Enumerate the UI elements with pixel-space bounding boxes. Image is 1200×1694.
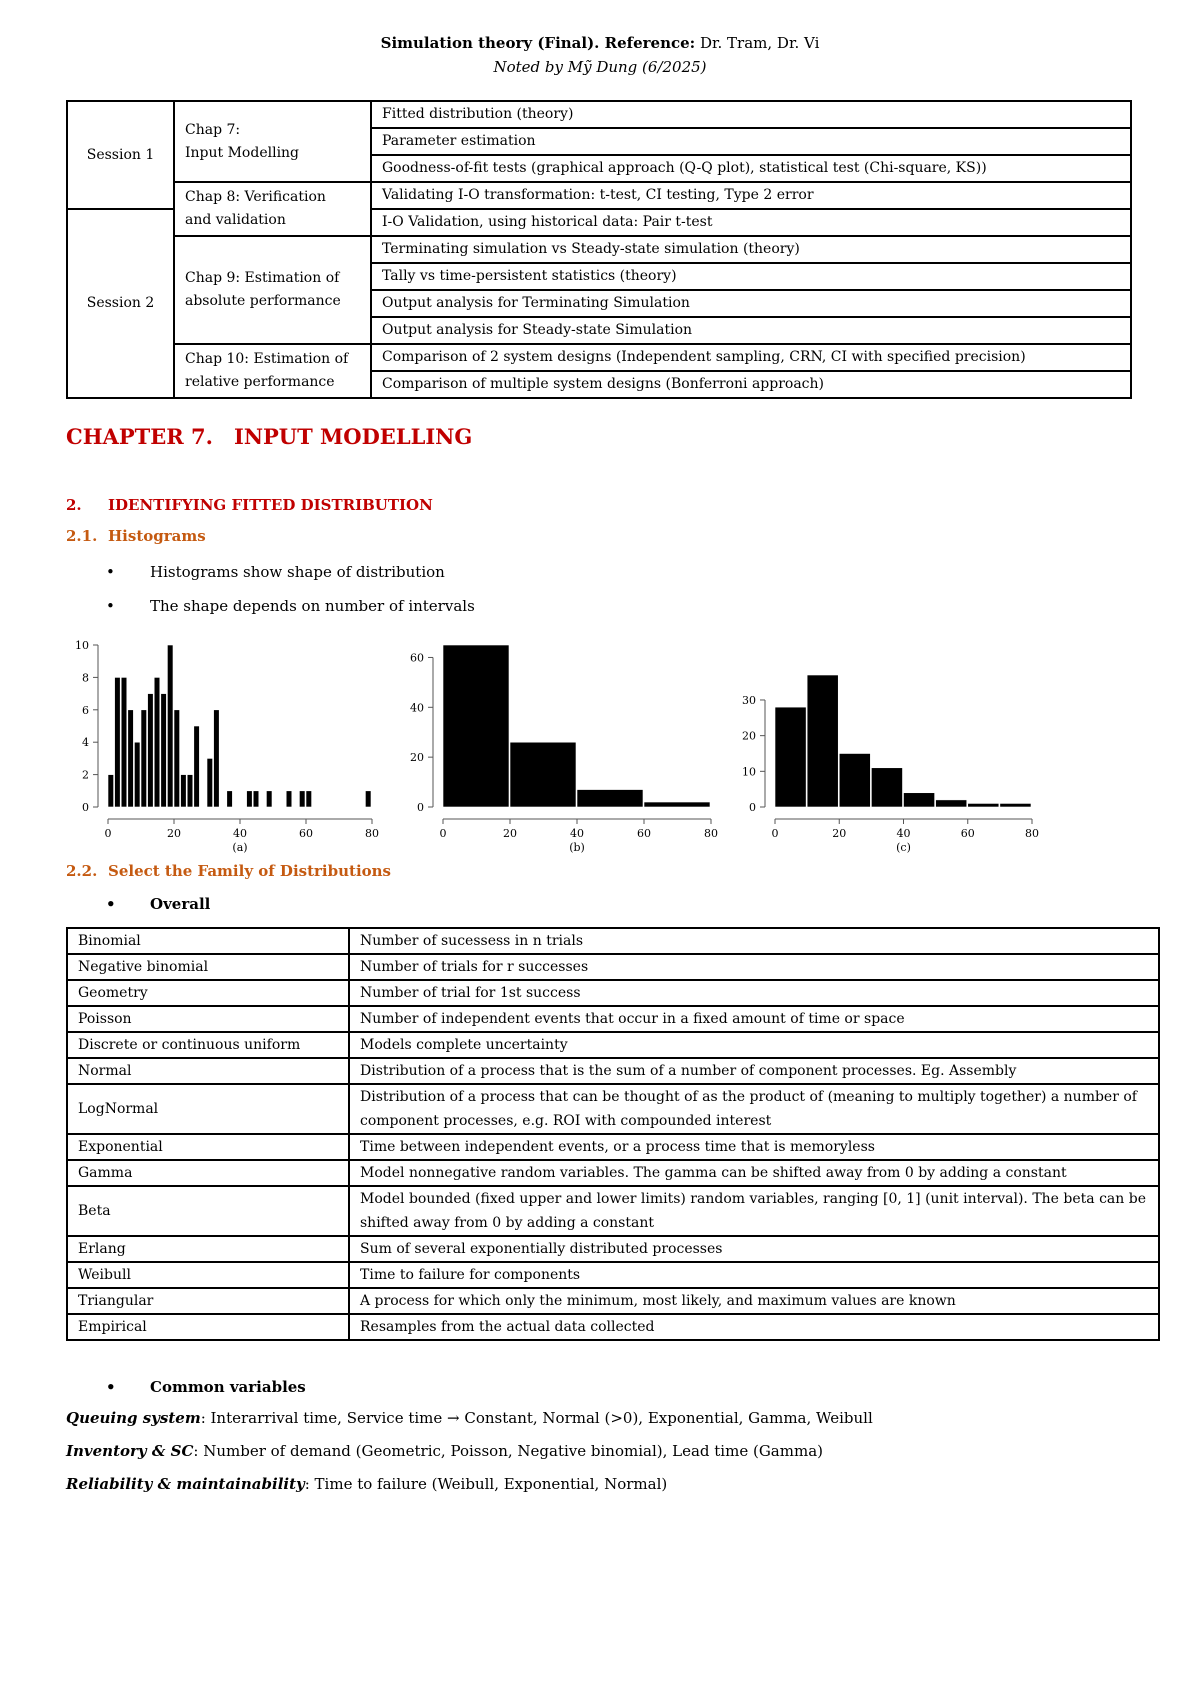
histogram-bar <box>148 694 154 807</box>
family-name: Negative binomial <box>67 954 349 980</box>
family-name: Discrete or continuous uniform <box>67 1032 349 1058</box>
histogram-bar <box>194 726 200 807</box>
x-tick-label: 80 <box>1025 827 1039 840</box>
family-name: Beta <box>67 1186 349 1236</box>
family-name: Geometry <box>67 980 349 1006</box>
y-tick-label: 40 <box>410 701 424 715</box>
session-cell: Session 1 <box>67 101 174 209</box>
y-tick-label: 60 <box>410 651 424 665</box>
topic-cell: Tally vs time-persistent statistics (theory) <box>371 263 1131 290</box>
family-description: Number of trial for 1st success <box>349 980 1159 1006</box>
histogram-bar <box>141 710 147 807</box>
histogram-bar <box>286 791 292 807</box>
topic-cell: Parameter estimation <box>371 128 1131 155</box>
x-tick-label: 40 <box>233 827 247 840</box>
y-tick-label: 20 <box>742 729 756 743</box>
family-name: Gamma <box>67 1160 349 1186</box>
family-row <box>67 1006 1159 1032</box>
histogram-bar <box>968 803 999 807</box>
histogram-bar <box>187 775 193 807</box>
histogram-bar <box>936 800 967 807</box>
family-row <box>67 1058 1159 1084</box>
histogram-bar <box>266 791 272 807</box>
topic-cell: Comparison of 2 system designs (Independent sampling, CRN, CI with specified precision) <box>371 344 1131 371</box>
histogram-a <box>60 635 390 855</box>
histogram-bar <box>227 791 233 807</box>
x-tick-label: 0 <box>771 827 779 840</box>
section-heading: 2. IDENTIFYING FITTED DISTRIBUTION <box>66 496 433 514</box>
family-description: Models complete uncertainty <box>349 1032 1159 1058</box>
topic-cell: Output analysis for Terminating Simulation <box>371 290 1131 317</box>
chapter-cell: Chap 9: Estimation of absolute performance <box>174 236 371 344</box>
topic-cell: Goodness-of-fit tests (graphical approach (Q-Q plot), statistical test (Chi-square, KS)) <box>371 155 1131 182</box>
y-tick-label: 10 <box>742 765 756 779</box>
x-tick-label: 80 <box>365 827 379 840</box>
sessions-table <box>66 100 1132 399</box>
bullet-item: • Common variables <box>106 1378 306 1396</box>
chapter-heading: CHAPTER 7. INPUT MODELLING <box>66 424 473 449</box>
histogram-bar <box>161 694 167 807</box>
family-row <box>67 1134 1159 1160</box>
topic-cell: Terminating simulation vs Steady-state simulation (theory) <box>371 236 1131 263</box>
y-tick-label: 2 <box>82 768 89 782</box>
histogram-bar <box>299 791 305 807</box>
family-name: Normal <box>67 1058 349 1084</box>
histogram-bar <box>871 768 902 807</box>
family-description: A process for which only the minimum, most likely, and maximum values are known <box>349 1288 1159 1314</box>
histogram-bar <box>181 775 187 807</box>
family-row <box>67 1160 1159 1186</box>
histogram-bar <box>174 710 180 807</box>
histogram-bar <box>365 791 371 807</box>
histogram-bar <box>775 707 806 807</box>
common-line: Reliability & maintainability: Time to failure (Weibull, Exponential, Normal) <box>66 1475 668 1493</box>
histogram-bar <box>154 677 160 807</box>
family-description: Resamples from the actual data collected <box>349 1314 1159 1340</box>
family-row <box>67 1032 1159 1058</box>
y-tick-label: 0 <box>749 801 756 814</box>
x-tick-label: 60 <box>960 827 975 840</box>
family-row <box>67 1186 1159 1236</box>
families-table <box>66 927 1160 1341</box>
x-tick-label: 40 <box>570 827 584 840</box>
histogram-bar <box>128 710 134 807</box>
histogram-bar <box>134 742 140 807</box>
x-tick-label: 60 <box>299 827 313 840</box>
y-tick-label: 0 <box>82 801 89 814</box>
subsection-heading: 2.2. Select the Family of Distributions <box>66 862 391 880</box>
y-tick-label: 8 <box>82 671 89 685</box>
histogram-bar <box>510 742 576 807</box>
y-tick-label: 6 <box>82 703 89 717</box>
family-name: Exponential <box>67 1134 349 1160</box>
family-name: Weibull <box>67 1262 349 1288</box>
family-description: Model nonnegative random variables. The gamma can be shifted away from 0 by adding a constant <box>349 1160 1159 1186</box>
family-description: Sum of several exponentially distributed processes <box>349 1236 1159 1262</box>
histogram-bar <box>253 791 259 807</box>
topic-cell: I-O Validation, using historical data: Pair t-test <box>371 209 1131 236</box>
histogram-bar <box>115 677 121 807</box>
family-row <box>67 1236 1159 1262</box>
x-tick-label: 20 <box>503 827 517 840</box>
chapter-cell: Chap 8: Verification and validation <box>174 182 371 236</box>
histogram-c <box>740 635 1060 855</box>
histogram-bar <box>121 677 127 807</box>
y-tick-label: 30 <box>742 693 756 707</box>
chart-caption: (c) <box>896 841 911 854</box>
histogram-bar <box>214 710 220 807</box>
family-name: Poisson <box>67 1006 349 1032</box>
y-tick-label: 0 <box>417 801 424 814</box>
family-description: Distribution of a process that is the sum of a number of component processes. Eg. Assembly <box>349 1058 1159 1084</box>
histogram-bar <box>306 791 312 807</box>
x-tick-label: 0 <box>104 827 112 840</box>
family-description: Number of sucessess in n trials <box>349 928 1159 954</box>
family-name: Empirical <box>67 1314 349 1340</box>
family-row <box>67 1084 1159 1134</box>
topic-cell: Validating I-O transformation: t-test, CI testing, Type 2 error <box>371 182 1131 209</box>
family-description: Model bounded (fixed upper and lower limits) random variables, ranging [0, 1] (unit interval). The beta can be shifted away from 0 by adding a constant <box>349 1186 1159 1236</box>
histogram-bar <box>577 790 643 807</box>
page-subtitle: Noted by Mỹ Dung (6/2025) <box>493 58 707 76</box>
chart-caption: (b) <box>569 841 585 854</box>
histogram-bar <box>644 802 710 807</box>
histogram-bar <box>839 753 870 807</box>
family-description: Time between independent events, or a process time that is memoryless <box>349 1134 1159 1160</box>
common-line: Inventory & SC: Number of demand (Geometric, Poisson, Negative binomial), Lead time (Gamma) <box>66 1442 823 1460</box>
family-row <box>67 928 1159 954</box>
topic-cell: Output analysis for Steady-state Simulation <box>371 317 1131 344</box>
histogram-bar <box>167 645 173 807</box>
histogram-bar <box>904 793 935 807</box>
chapter-cell: Chap 10: Estimation of relative performance <box>174 344 371 398</box>
family-name: LogNormal <box>67 1084 349 1134</box>
session-cell: Session 2 <box>67 209 174 398</box>
bullet-item: • The shape depends on number of intervals <box>106 597 475 615</box>
x-tick-label: 20 <box>167 827 181 840</box>
histogram-bar <box>1000 803 1031 807</box>
histogram-bar <box>443 645 509 807</box>
histogram-bar <box>207 758 213 807</box>
family-row <box>67 954 1159 980</box>
y-tick-label: 10 <box>75 639 89 652</box>
x-tick-label: 80 <box>704 827 718 840</box>
y-tick-label: 4 <box>82 736 89 750</box>
family-row <box>67 1288 1159 1314</box>
family-description: Number of trials for r successes <box>349 954 1159 980</box>
family-name: Erlang <box>67 1236 349 1262</box>
x-tick-label: 20 <box>832 827 847 840</box>
y-tick-label: 20 <box>410 751 424 765</box>
chart-caption: (a) <box>232 841 248 854</box>
topic-cell: Comparison of multiple system designs (Bonferroni approach) <box>371 371 1131 398</box>
common-line: Queuing system: Interarrival time, Service time → Constant, Normal (>0), Exponential, Gamma, Weibull <box>66 1409 873 1427</box>
bullet-item: • Histograms show shape of distribution <box>106 563 445 581</box>
x-tick-label: 60 <box>637 827 651 840</box>
chapter-cell: Chap 7: Input Modelling <box>174 101 371 182</box>
family-name: Binomial <box>67 928 349 954</box>
family-description: Distribution of a process that can be thought of as the product of (meaning to multiply together) a number of component processes, e.g. ROI with compounded interest <box>349 1084 1159 1134</box>
subsection-heading: 2.1. Histograms <box>66 527 206 545</box>
topic-cell: Fitted distribution (theory) <box>371 101 1131 128</box>
bullet-item: • Overall <box>106 895 211 913</box>
family-name: Triangular <box>67 1288 349 1314</box>
family-row <box>67 1262 1159 1288</box>
histogram-bar <box>247 791 253 807</box>
x-tick-label: 0 <box>439 827 447 840</box>
histogram-bar <box>807 675 838 807</box>
family-row <box>67 1314 1159 1340</box>
histogram-b <box>400 635 730 855</box>
page-title: Simulation theory (Final). Reference: Dr. Tram, Dr. Vi <box>380 34 820 52</box>
histogram-bar <box>108 775 114 807</box>
family-row <box>67 980 1159 1006</box>
family-description: Time to failure for components <box>349 1262 1159 1288</box>
x-tick-label: 40 <box>896 827 911 840</box>
family-description: Number of independent events that occur in a fixed amount of time or space <box>349 1006 1159 1032</box>
